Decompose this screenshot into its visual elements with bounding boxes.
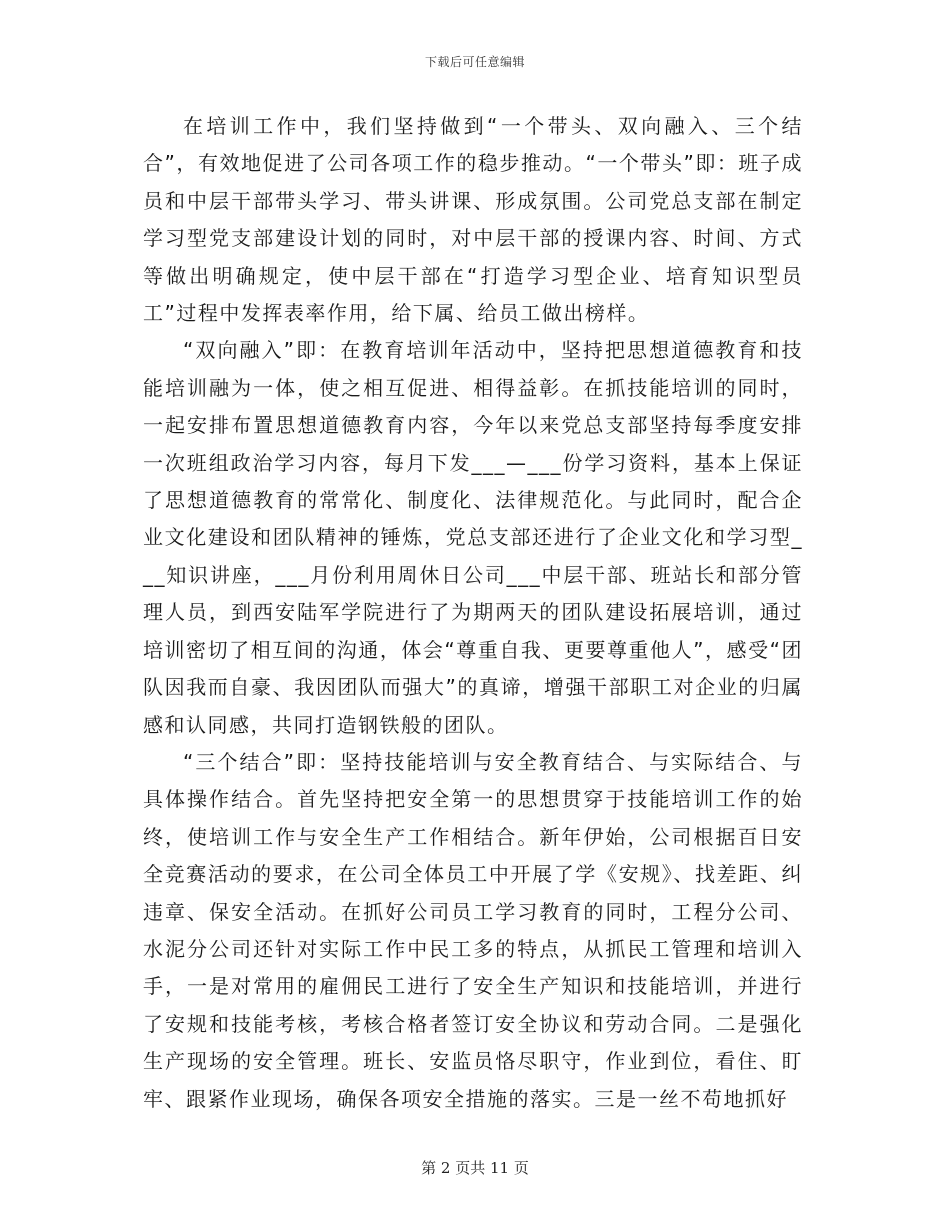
paragraph-three-combination: “三个结合”即：坚持技能培训与安全教育结合、与实际结合、与具体操作结合。首先坚持把安全第一的思想贯穿于技能培训工作的始终，使培训工作与安全生产工作相结合。新年伊始，公司根据百日安全竞赛活动的要求，在公司全体员工中开展了学《安规》、找差距、纠违章、保安全活动。在抓好公司员工学习教育的同时，工程分公司、水泥分公司还针对实际工作中民工多的特点，从抓民工管理和培训入手，一是对常用的雇佣民工进行了安全生产知识和技能培训，并进行了安规和技能考核，考核合格者签订安全协议和劳动合同。二是强化生产现场的安全管理。班长、安监员恪尽职守，作业到位，看住、盯牢、跟紧作业现场，确保各项安全措施的落实。三是一丝不苟地抓好 (143, 749, 803, 1111)
paragraph-one-leader: 在培训工作中，我们坚持做到“一个带头、双向融入、三个结合”，有效地促进了公司各项工作的稳步推动。“一个带头”即：班子成员和中层干部带头学习、带头讲课、形成氛围。公司党总支部在制定学习型党支部建设计划的同时，对中层干部的授课内容、时间、方式等做出明确规定，使中层干部在“打造学习型企业、培育知识型员工”过程中发挥表率作用，给下属、给员工做出榜样。 (143, 114, 803, 326)
document-body (143, 108, 803, 1118)
paragraph-two-integration: “双向融入”即：在教育培训年活动中，坚持把思想道德教育和技能培训融为一体，使之相互促进、相得益彰。在抓技能培训的同时，一起安排布置思想道德教育内容，今年以来党总支部坚持每季度安排一次班组政治学习内容，每月下发___—___份学习资料，基本上保证了思想道德教育的常常化、制度化、法律规范化。与此同时，配合企业文化建设和团队精神的锤炼，党总支部还进行了企业文化和学习型___知识讲座，___月份利用周休日公司___中层干部、班站长和部分管理人员，到西安陆军学院进行了为期两天的团队建设拓展培训，通过培训密切了相互间的沟通，体会“尊重自我、更要尊重他人”，感受“团队因我而自豪、我因团队而强大”的真谛，增强干部职工对企业的归属感和认同感，共同打造钢铁般的团队。 (143, 338, 803, 737)
page-header: 下载后可任意编辑 (424, 55, 525, 69)
page-number: 第 2 页共 11 页 (421, 1159, 529, 1177)
